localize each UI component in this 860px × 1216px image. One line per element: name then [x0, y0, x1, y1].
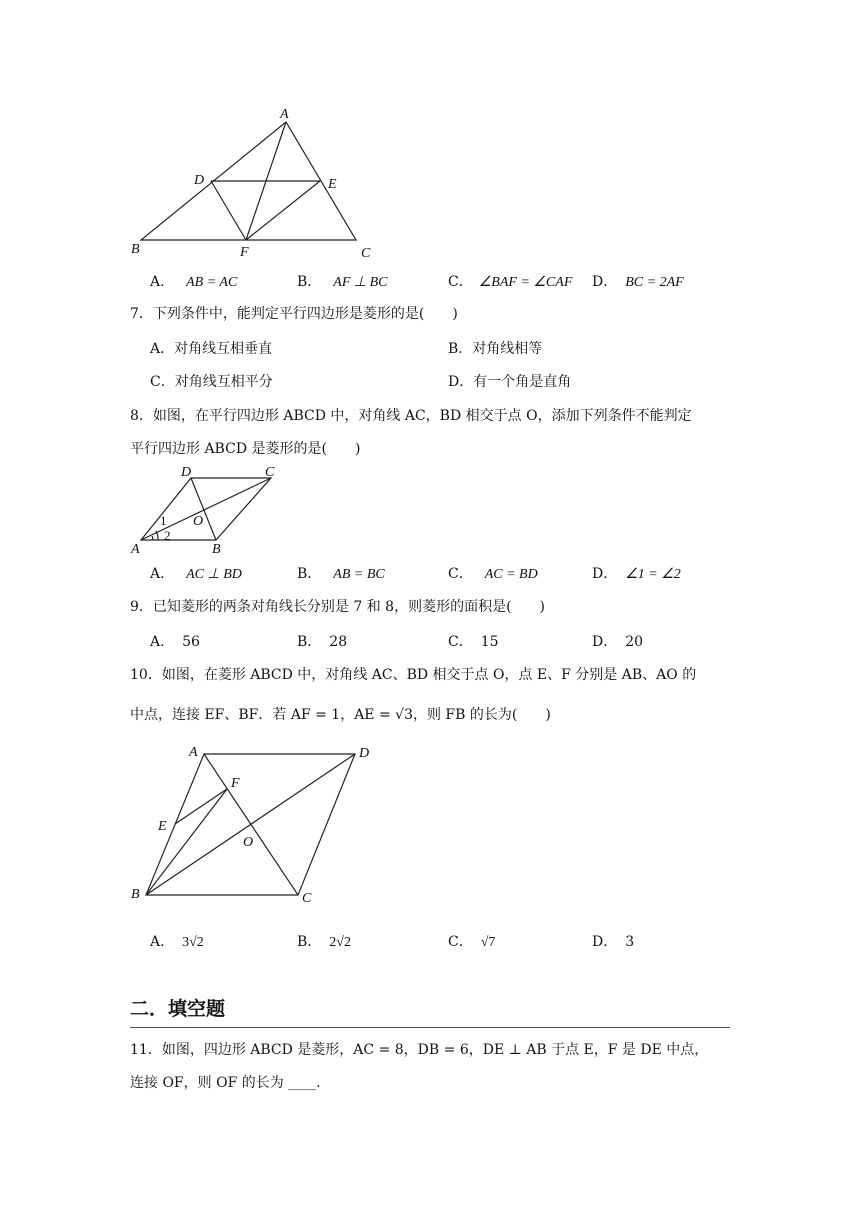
- q8-option-a[interactable]: [150, 563, 242, 583]
- option-text: 对角线互相垂直: [174, 341, 273, 357]
- option-letter: D．: [592, 566, 618, 582]
- q11-stem-line2: 连接 OF，则 OF 的长为 ____.: [130, 1075, 321, 1091]
- section-divider: [130, 1027, 730, 1028]
- q8-label-angle1: 1: [160, 513, 167, 528]
- option-letter: B．: [297, 566, 322, 582]
- option-text: 3: [625, 934, 635, 950]
- q7-option-b[interactable]: [448, 338, 542, 358]
- option-text: AB = BC: [333, 567, 385, 582]
- q10-label-o: O: [243, 835, 254, 850]
- segment-df: [211, 181, 246, 240]
- label-f: F: [240, 245, 249, 260]
- q10-option-d[interactable]: [592, 931, 634, 951]
- option-letter: A．: [150, 341, 175, 357]
- option-letter: D．: [592, 274, 618, 290]
- q8-label-d: D: [181, 465, 192, 480]
- q9-option-d[interactable]: [592, 631, 643, 651]
- option-letter: D．: [592, 634, 618, 650]
- q8-option-b[interactable]: [297, 563, 385, 583]
- q10-option-c[interactable]: [448, 931, 495, 951]
- q7-option-a[interactable]: [150, 338, 272, 358]
- option-letter: B．: [297, 634, 322, 650]
- q8-diagonal-ac: [141, 478, 271, 540]
- label-e: E: [328, 177, 337, 192]
- label-c: C: [361, 246, 371, 261]
- q10-stem-line1: 10．如图，在菱形 ABCD 中，对角线 AC、BD 相交于点 O，点 E、F 分别是 AB、AO 的: [130, 667, 697, 683]
- label-b: B: [131, 242, 140, 257]
- q10-label-a: A: [189, 745, 198, 760]
- q8-label-b: B: [212, 542, 221, 557]
- option-letter: C．: [448, 274, 473, 290]
- option-text: ∠BAF = ∠CAF: [478, 275, 573, 290]
- q10-label-b: B: [131, 887, 140, 902]
- option-text: 20: [625, 634, 644, 650]
- option-letter: A．: [150, 566, 175, 582]
- option-text: ∠1 = ∠2: [625, 567, 681, 582]
- q8-label-angle2: 2: [164, 528, 171, 543]
- q10-option-b[interactable]: [297, 931, 351, 951]
- q8-diagonal-bd: [191, 478, 216, 540]
- option-text: √7: [480, 935, 496, 950]
- section-title: 二．填空题: [130, 998, 226, 1020]
- label-a: A: [280, 107, 289, 122]
- option-text: 28: [329, 634, 348, 650]
- segment-ef: [246, 181, 320, 240]
- option-text: 2√2: [329, 935, 351, 950]
- option-text: 15: [480, 634, 499, 650]
- option-letter: B．: [297, 274, 322, 290]
- option-text: AF ⊥ BC: [333, 275, 388, 290]
- option-text: 对角线互相平分: [174, 374, 273, 390]
- option-text: 对角线相等: [472, 341, 543, 357]
- q6-option-a[interactable]: [150, 271, 237, 291]
- q9-option-c[interactable]: [448, 631, 499, 651]
- option-text: AC ⊥ BD: [186, 567, 242, 582]
- option-letter: C．: [448, 634, 473, 650]
- q8-option-c[interactable]: [448, 563, 538, 583]
- q10-label-f: F: [231, 776, 240, 791]
- q8-stem-line1: 8．如图，在平行四边形 ABCD 中，对角线 AC，BD 相交于点 O，添加下列条件不能判定: [130, 408, 692, 424]
- q8-label-o: O: [193, 514, 204, 529]
- option-letter: A．: [150, 934, 175, 950]
- q9-option-a[interactable]: [150, 631, 200, 651]
- option-letter: B．: [297, 934, 322, 950]
- q11-stem-line1: 11．如图，四边形 ABCD 是菱形，AC = 8，DB = 6，DE ⊥ AB 于点 E，F 是 DE 中点，: [130, 1042, 709, 1058]
- q8-option-d[interactable]: [592, 563, 681, 583]
- q8-stem-line2: 平行四边形 ABCD 是菱形的是( ): [130, 441, 361, 457]
- option-letter: D．: [592, 934, 618, 950]
- option-text: AC = BD: [484, 567, 538, 582]
- q8-label-a: A: [131, 542, 140, 557]
- q9-option-b[interactable]: [297, 631, 347, 651]
- option-text: BC = 2AF: [625, 275, 684, 290]
- q6-option-b[interactable]: [297, 271, 388, 291]
- option-letter: A．: [150, 274, 175, 290]
- q10-stem-line2: 中点，连接 EF、BF．若 AF = 1，AE = √3，则 FB 的长为( ): [130, 707, 551, 723]
- option-letter: D．: [448, 374, 474, 390]
- option-letter: A．: [150, 634, 175, 650]
- q7-option-d[interactable]: [448, 371, 571, 391]
- q8-label-c: C: [265, 465, 275, 480]
- q10-segment-bf: [146, 789, 227, 895]
- option-text: 有一个角是直角: [473, 374, 572, 390]
- q6-option-d[interactable]: [592, 271, 684, 291]
- option-text: 56: [182, 634, 200, 650]
- q10-option-a[interactable]: [150, 931, 204, 951]
- q10-label-e: E: [158, 819, 167, 834]
- option-letter: C．: [448, 566, 473, 582]
- option-letter: C．: [150, 374, 175, 390]
- option-text: 3√2: [182, 935, 204, 950]
- q10-label-c: C: [302, 891, 312, 906]
- q9-stem: 9．已知菱形的两条对角线长分别是 7 和 8，则菱形的面积是( ): [130, 599, 545, 615]
- q7-option-c[interactable]: [150, 371, 273, 391]
- option-text: AB = AC: [186, 275, 238, 290]
- option-letter: C．: [448, 934, 473, 950]
- option-letter: B．: [448, 341, 473, 357]
- q10-label-d: D: [359, 746, 370, 761]
- q6-option-c[interactable]: [448, 271, 572, 291]
- q10-diagonal-bd: [146, 754, 355, 895]
- q7-stem: 7．下列条件中，能判定平行四边形是菱形的是( ): [130, 306, 458, 322]
- label-d: D: [194, 173, 205, 188]
